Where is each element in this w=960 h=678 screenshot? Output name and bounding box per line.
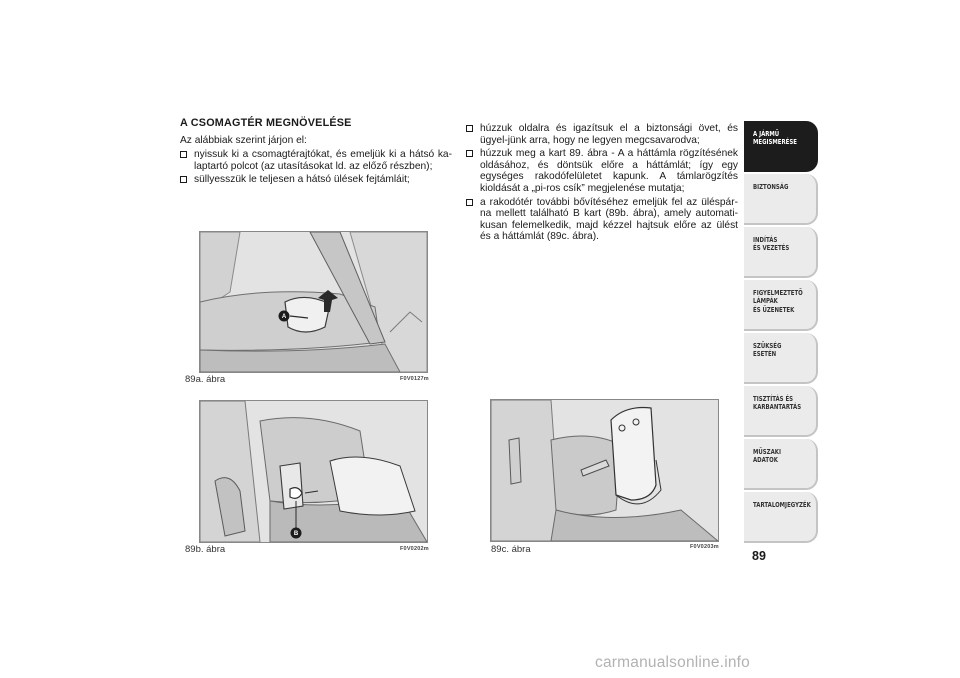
chapter-tabs bbox=[744, 121, 818, 545]
left-column bbox=[180, 118, 452, 188]
callout-b: B bbox=[293, 531, 299, 538]
tab-label: MŰSZAKI ADATOK bbox=[753, 448, 781, 465]
folded-seat-illustration bbox=[491, 400, 718, 541]
figure-89c bbox=[490, 399, 719, 542]
right-column bbox=[466, 123, 738, 245]
bullet-item: húzzuk meg a kart 89. ábra - A a háttámla rögzítésének oldásához, és döntsük előre a háttámlát; így egy egységes rakodófelületet kapunk. A támlarögzítés kioldását a „pi-ros csík” megjelenése mutatja; bbox=[466, 148, 738, 194]
figure-code: F0V0202m bbox=[400, 546, 429, 552]
tab-label: INDÍTÁS ÉS VEZETÉS bbox=[753, 236, 790, 253]
figure-caption: 89c. ábra bbox=[491, 544, 531, 555]
tab-label: BIZTONSÁG bbox=[753, 183, 789, 191]
tab-inditas-es-vezetes[interactable] bbox=[744, 227, 818, 278]
figure-code: F0V0203m bbox=[690, 544, 719, 550]
figure-caption: 89b. ábra bbox=[185, 544, 226, 555]
tab-label: FIGYELMEZTETŐ LÁMPÁK ÉS ÜZENETEK bbox=[753, 289, 803, 314]
tab-label: SZÜKSÉG ESETÉN bbox=[753, 342, 782, 359]
figure-89b bbox=[199, 400, 428, 543]
seat-lever-illustration bbox=[200, 401, 427, 542]
tab-tisztitas-es-karbantartas[interactable] bbox=[744, 386, 818, 437]
tab-biztonsag[interactable] bbox=[744, 174, 818, 225]
tab-figyelmezteto-lampak[interactable] bbox=[744, 280, 818, 331]
section-intro: Az alábbiak szerint járjon el: bbox=[180, 134, 307, 146]
tab-jarmu-megismerese[interactable] bbox=[744, 121, 818, 172]
tab-label: TARTALOMJEGYZÉK bbox=[753, 501, 811, 509]
tab-label: TISZTÍTÁS ÉS KARBANTARTÁS bbox=[753, 395, 802, 412]
tab-szukseg-eseten[interactable] bbox=[744, 333, 818, 384]
bullet-item: süllyesszük le teljesen a hátsó ülések fejtámláit; bbox=[180, 174, 452, 186]
figure-code: F0V0127m bbox=[400, 376, 429, 382]
tab-muszaki-adatok[interactable] bbox=[744, 439, 818, 490]
callout-a: A bbox=[281, 314, 287, 321]
section-heading: A CSOMAGTÉR MEGNÖVELÉSE bbox=[180, 117, 352, 129]
seat-backrest-illustration bbox=[200, 232, 427, 372]
bullet-item: húzzuk oldalra és igazítsuk el a biztonsági övet, és ügyel-jünk arra, hogy ne legyen megcsavarodva; bbox=[466, 123, 738, 146]
figure-89a bbox=[199, 231, 428, 373]
bullet-item: nyissuk ki a csomagtérajtókat, és emeljük ki a hátsó ka-laptartó polcot (az utasításokat ld. az előző részben); bbox=[180, 149, 452, 172]
tab-label: A JÁRMŰ MEGISMERÉSE bbox=[753, 130, 797, 147]
watermark: carmanualsonline.info bbox=[595, 654, 750, 671]
tab-tartalomjegyzek[interactable] bbox=[744, 492, 818, 543]
figure-caption: 89a. ábra bbox=[185, 374, 226, 385]
bullet-item: a rakodótér további bővítéséhez emeljük fel az üléspár-na mellett található B kart (89b. ábra), amely automati-kusan felemelkedik, majd kézzel hajtsuk előre az ülést és a háttámlát (89c. ábra). bbox=[466, 197, 738, 243]
page-number: 89 bbox=[752, 549, 766, 563]
